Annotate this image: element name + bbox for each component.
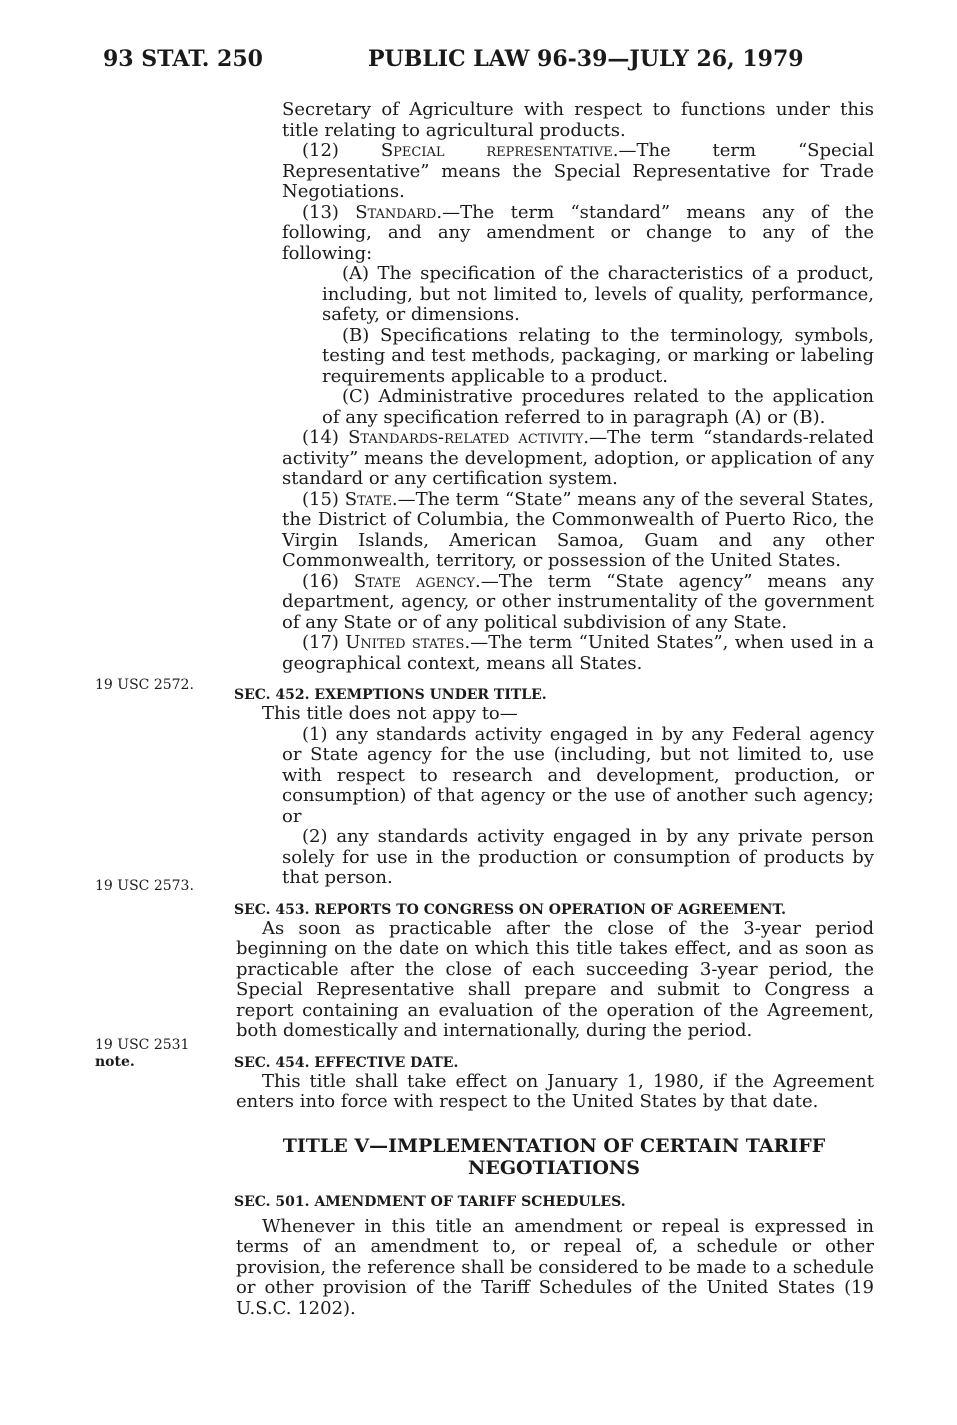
paragraph-13-c: (C) Administrative procedures related to the application of any specification referred to in paragraph (A) or (B). [322,386,874,428]
paragraph-13-b: (B) Specifications relating to the terminology, symbols, testing and test methods, packaging, or marking or labeling requirements applicable to a product. [322,324,874,387]
paragraph-16: (16) State agency.—The term “State agency” means any department, agency, or other instrumentality of the government of any State or of any political subdivision of any State. [282,570,874,633]
section-452-item-2: (2) any standards activity engaged in by any private person solely for use in the production or consumption of products by that person. [282,826,874,888]
law-title: PUBLIC LAW 96-39—JULY 26, 1979 [368,46,804,72]
paragraph-13: (13) Standard.—The term “standard” means any of the following, and any amendment or change to any of the following: [282,201,874,264]
title-v-heading-line-1: TITLE V—IMPLEMENTATION OF CERTAIN TARIFF [282,1134,826,1157]
section-454-heading: SEC. 454. EFFECTIVE DATE. [234,1054,459,1071]
paragraph-17: (17) United states.—The term “United States”, when used in a geographical context, means all States. [282,632,874,674]
section-452-item-1: (1) any standards activity engaged in by any Federal agency or State agency for the use (including, but not limited to, use with respect to research and development, production, or consumption) of that agency or the use of another such agency; or [282,723,874,827]
document-body [234,100,874,1319]
title-v-heading [234,1135,874,1179]
section-452-intro: This title does not appy to— [262,703,518,724]
margin-note-2531: 19 USC 2531 note. [95,1037,190,1070]
page-header [0,46,957,86]
margin-note-2572: 19 USC 2572. [95,677,194,693]
section-453-heading: SEC. 453. REPORTS TO CONGRESS ON OPERATION OF AGREEMENT. [234,901,786,918]
section-501-text: Whenever in this title an amendment or repeal is expressed in terms of an amendment to, or repeal of, a schedule or other provision, the reference shall be considered to be made to a schedule or other provision of the Tariff Schedules of the United States (19 U.S.C. 1202). [236,1215,874,1319]
section-501-heading: SEC. 501. AMENDMENT OF TARIFF SCHEDULES. [234,1193,626,1210]
section-452-heading: SEC. 452. EXEMPTIONS UNDER TITLE. [234,687,547,703]
section-453-text: As soon as practicable after the close of the 3-year period beginning on the date on which this title takes effect, and as soon as practicable after the close of each succeeding 3-year period, the Special Representative shall prepare and submit to Congress a report containing an evaluation of the operation of the Agreement, both domestically and internationally, during the period. [236,917,874,1041]
stat-reference: 93 STAT. 250 [103,46,263,72]
paragraph-13-a: (A) The specification of the characteristics of a product, including, but not limited to, levels of quality, performance, safety, or dimensions. [322,263,874,325]
section-454-text: This title shall take effect on January 1, 1980, if the Agreement enters into force with respect to the United States by that date. [236,1070,874,1112]
paragraph-11-continued: Secretary of Agriculture with respect to functions under this title relating to agricultural products. [282,99,874,141]
paragraph-14: (14) Standards-related activity.—The term “standards-related activity” means the development, adoption, or application of any standard or any certification system. [282,427,874,489]
margin-note-2573: 19 USC 2573. [95,878,194,894]
paragraph-12: (12) Special representative.—The term “Special Representative” means the Special Representative for Trade Negotiations. [282,140,874,202]
title-v-heading-line-2: NEGOTIATIONS [467,1156,641,1179]
paragraph-15: (15) State.—The term “State” means any of the several States, the District of Columbia, the Commonwealth of Puerto Rico, the Virgin Islands, American Samoa, Guam and any other Commonwealth, territory, or possession of the United States. [282,488,874,571]
